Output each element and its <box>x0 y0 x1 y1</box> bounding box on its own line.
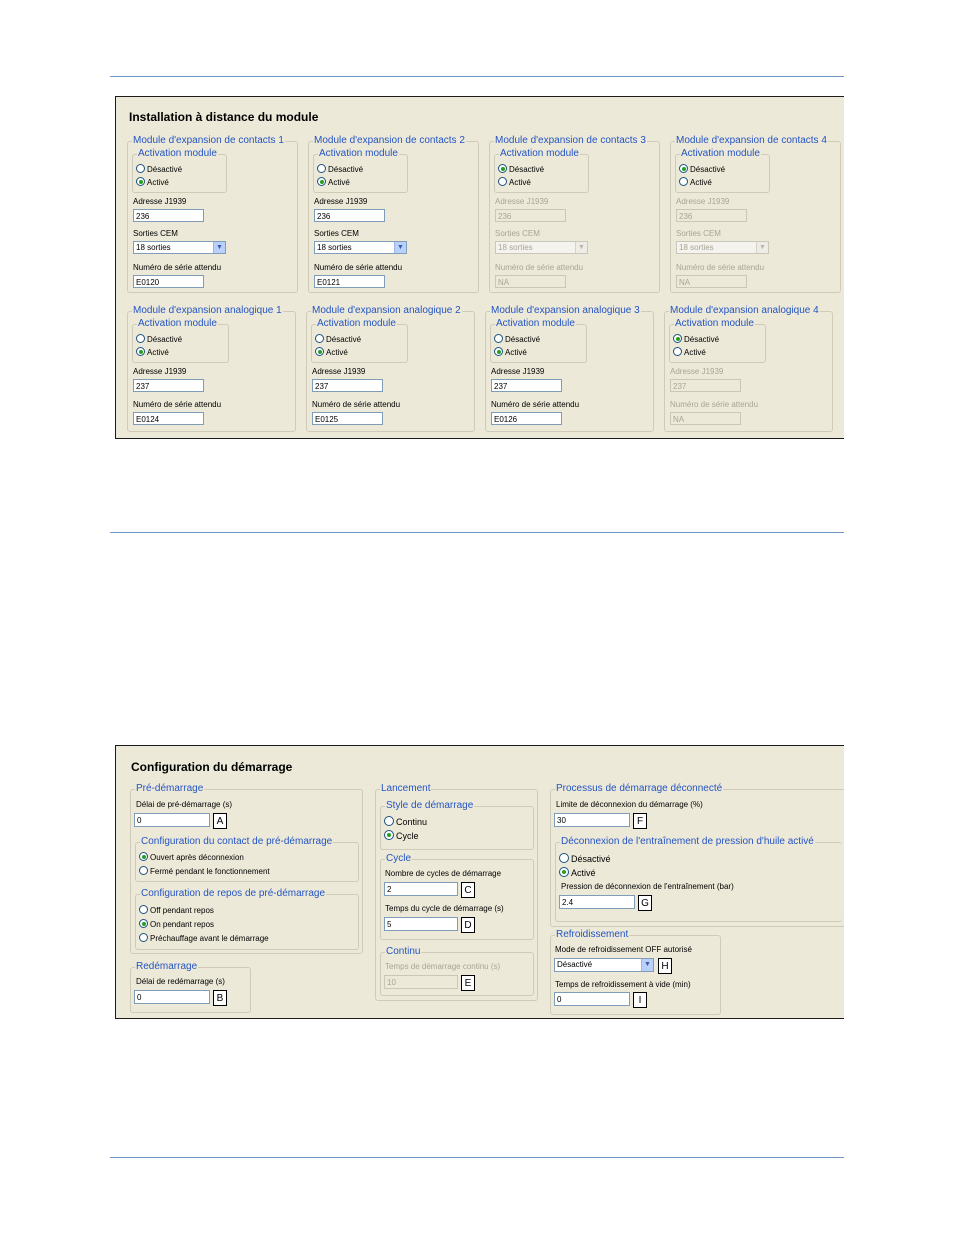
serial-label: Numéro de série attendu <box>491 400 580 409</box>
group-title: Configuration de repos de pré-démarrage <box>141 888 325 899</box>
continuous-time-input[interactable]: 10 <box>384 975 458 989</box>
radio-enabled[interactable]: Activé <box>673 347 706 358</box>
disconnect-limit-label: Limite de déconnexion du démarrage (%) <box>556 800 703 809</box>
radio-disabled[interactable]: Désactivé <box>136 164 182 175</box>
pre-contact-group <box>135 836 359 882</box>
serial-label: Numéro de série attendu <box>495 263 584 272</box>
group-title: Redémarrage <box>136 961 198 972</box>
address-input[interactable]: 237 <box>312 379 383 392</box>
address-input[interactable]: 237 <box>670 379 741 392</box>
serial-label: Numéro de série attendu <box>133 263 222 272</box>
radio-disabled[interactable]: Désactivé <box>679 164 725 175</box>
radio-circle[interactable] <box>317 164 326 173</box>
restart-group <box>130 961 251 1013</box>
cooldown-group <box>550 929 721 1015</box>
group-title: Déconnexion de l'entraînement de pression d'huile activé <box>561 836 814 847</box>
group-title: Lancement <box>381 783 431 794</box>
radio-circle[interactable] <box>494 347 503 356</box>
radio-closed-while-running[interactable]: Fermé pendant le fonctionnement <box>139 866 270 877</box>
radio-circle[interactable] <box>673 334 682 343</box>
group-title: Activation module <box>138 318 217 329</box>
serial-label: Numéro de série attendu <box>676 263 765 272</box>
address-input[interactable]: 236 <box>495 209 566 222</box>
analog-module-4-group <box>664 305 833 432</box>
group-title: Module d'expansion de contacts 1 <box>133 135 284 146</box>
callout-label: B <box>213 990 227 1006</box>
analog-module-3-group <box>485 305 654 432</box>
contacts-module-1-group <box>127 135 298 293</box>
outputs-label: Sorties CEM <box>133 229 178 238</box>
activation-group <box>132 148 227 193</box>
launch-group <box>375 783 538 1001</box>
chevron-down-icon[interactable]: ▼ <box>756 242 768 253</box>
radio-circle[interactable] <box>384 830 394 840</box>
continuous-group <box>380 946 534 996</box>
address-label: Adresse J1939 <box>491 367 545 376</box>
activation-group <box>490 318 587 363</box>
cooldown-time-label: Temps de refroidissement à vide (min) <box>555 980 691 989</box>
continuous-time-label: Temps de démarrage continu (s) <box>385 962 501 971</box>
analog-module-2-group <box>306 305 475 432</box>
radio-disabled[interactable]: Désactivé <box>494 334 540 345</box>
cycle-time-label: Temps du cycle de démarrage (s) <box>385 904 504 913</box>
cycles-count-input[interactable]: 2 <box>384 882 458 896</box>
radio-oil-disabled[interactable]: Désactivé <box>559 853 611 865</box>
radio-enabled[interactable]: Activé <box>136 347 169 358</box>
disconnect-pressure-input[interactable]: 2.4 <box>559 895 635 909</box>
address-label: Adresse J1939 <box>133 197 187 206</box>
radio-circle[interactable] <box>673 347 682 356</box>
group-title: Module d'expansion analogique 3 <box>491 305 640 316</box>
callout-label: F <box>633 813 647 829</box>
radio-continuous[interactable]: Continu <box>384 816 427 828</box>
callout-label: E <box>461 975 475 991</box>
radio-disabled[interactable]: Désactivé <box>317 164 363 175</box>
group-title: Module d'expansion analogique 1 <box>133 305 282 316</box>
group-title: Activation module <box>317 318 396 329</box>
serial-input[interactable]: E0124 <box>133 412 204 425</box>
address-label: Adresse J1939 <box>676 197 730 206</box>
pre-rest-group <box>135 888 359 950</box>
footer-rule <box>110 1157 844 1158</box>
group-title: Activation module <box>138 148 217 159</box>
radio-circle[interactable] <box>679 177 688 186</box>
chevron-down-icon[interactable]: ▼ <box>641 959 653 971</box>
outputs-label: Sorties CEM <box>314 229 359 238</box>
radio-circle[interactable] <box>498 177 507 186</box>
contacts-module-2-group <box>308 135 479 293</box>
remote-module-panel <box>115 96 844 439</box>
cooldown-time-input[interactable]: 0 <box>554 992 630 1006</box>
address-label: Adresse J1939 <box>670 367 724 376</box>
callout-label: H <box>658 958 672 974</box>
serial-label: Numéro de série attendu <box>670 400 759 409</box>
radio-circle[interactable] <box>136 177 145 186</box>
address-input[interactable]: 236 <box>133 209 204 222</box>
radio-enabled[interactable]: Activé <box>315 347 348 358</box>
address-input[interactable]: 236 <box>676 209 747 222</box>
callout-label: A <box>213 813 227 829</box>
startup-config-panel <box>115 745 844 1019</box>
radio-disabled[interactable]: Désactivé <box>673 334 719 345</box>
group-title: Module d'expansion analogique 4 <box>670 305 819 316</box>
radio-enabled[interactable]: Activé <box>679 177 712 188</box>
group-title: Module d'expansion de contacts 4 <box>676 135 827 146</box>
radio-circle[interactable] <box>139 852 148 861</box>
radio-circle[interactable] <box>494 334 503 343</box>
radio-circle[interactable] <box>679 164 688 173</box>
serial-input[interactable]: NA <box>676 275 747 288</box>
cycle-time-input[interactable]: 5 <box>384 917 458 931</box>
group-title: Activation module <box>675 318 754 329</box>
radio-circle[interactable] <box>559 853 569 863</box>
serial-input[interactable]: E0126 <box>491 412 562 425</box>
header-rule <box>110 76 844 77</box>
chevron-down-icon[interactable]: ▼ <box>213 242 225 253</box>
outputs-label: Sorties CEM <box>676 229 721 238</box>
radio-circle[interactable] <box>139 933 148 942</box>
section-rule <box>110 532 844 533</box>
group-title: Cycle <box>386 853 412 864</box>
radio-oil-enabled[interactable]: Activé <box>559 867 596 879</box>
restart-delay-input[interactable]: 0 <box>134 990 210 1004</box>
outputs-select[interactable]: 18 sorties ▼ <box>676 241 769 254</box>
oil-pressure-disconnect-group <box>555 836 842 922</box>
activation-group <box>132 318 229 363</box>
serial-label: Numéro de série attendu <box>312 400 401 409</box>
radio-circle[interactable] <box>317 177 326 186</box>
serial-input[interactable]: NA <box>670 412 741 425</box>
analog-module-1-group <box>127 305 296 432</box>
outputs-select[interactable]: 18 sorties ▼ <box>314 241 407 254</box>
serial-input[interactable]: E0125 <box>312 412 383 425</box>
radio-enabled[interactable]: Activé <box>317 177 350 188</box>
radio-enabled[interactable]: Activé <box>494 347 527 358</box>
radio-circle[interactable] <box>136 347 145 356</box>
radio-enabled[interactable]: Activé <box>498 177 531 188</box>
address-label: Adresse J1939 <box>314 197 368 206</box>
outputs-label: Sorties CEM <box>495 229 540 238</box>
crank-disconnect-group <box>550 783 844 927</box>
callout-label: D <box>461 917 475 933</box>
group-title: Pré-démarrage <box>136 783 204 794</box>
radio-disabled[interactable]: Désactivé <box>498 164 544 175</box>
activation-group <box>669 318 766 363</box>
callout-label: I <box>633 992 647 1008</box>
activation-group <box>313 148 408 193</box>
activation-group <box>494 148 589 193</box>
cycles-count-label: Nombre de cycles de démarrage <box>385 869 502 878</box>
radio-circle[interactable] <box>498 164 507 173</box>
serial-input[interactable]: NA <box>495 275 566 288</box>
serial-input[interactable]: E0121 <box>314 275 385 288</box>
chevron-down-icon[interactable]: ▼ <box>575 242 587 253</box>
pre-delay-input[interactable]: 0 <box>134 813 210 827</box>
pre-delay-label: Délai de pré-démarrage (s) <box>136 800 233 809</box>
outputs-select[interactable]: 18 sorties ▼ <box>495 241 588 254</box>
radio-off-rest[interactable]: Off pendant repos <box>139 905 214 916</box>
radio-circle[interactable] <box>315 334 324 343</box>
group-title: Activation module <box>681 148 760 159</box>
group-title: Activation module <box>500 148 579 159</box>
address-input[interactable]: 236 <box>314 209 385 222</box>
group-title: Module d'expansion de contacts 2 <box>314 135 465 146</box>
panel-title: Configuration du démarrage <box>131 760 293 774</box>
address-label: Adresse J1939 <box>133 367 187 376</box>
group-title: Style de démarrage <box>386 800 474 811</box>
callout-label: C <box>461 882 475 898</box>
activation-group <box>311 318 408 363</box>
radio-circle[interactable] <box>559 867 569 877</box>
contacts-module-4-group <box>670 135 841 293</box>
callout-label: G <box>638 895 652 911</box>
radio-circle[interactable] <box>139 919 148 928</box>
contacts-module-3-group <box>489 135 660 293</box>
group-title: Activation module <box>496 318 575 329</box>
chevron-down-icon[interactable]: ▼ <box>394 242 406 253</box>
radio-circle[interactable] <box>315 347 324 356</box>
disconnect-limit-input[interactable]: 30 <box>554 813 630 827</box>
radio-disabled[interactable]: Désactivé <box>136 334 182 345</box>
serial-label: Numéro de série attendu <box>314 263 403 272</box>
serial-input[interactable]: E0120 <box>133 275 204 288</box>
radio-on-rest[interactable]: On pendant repos <box>139 919 214 930</box>
pre-start-group <box>130 783 363 954</box>
outputs-select[interactable]: 18 sorties ▼ <box>133 241 226 254</box>
radio-enabled[interactable]: Activé <box>136 177 169 188</box>
radio-circle[interactable] <box>384 816 394 826</box>
restart-delay-label: Délai de redémarrage (s) <box>136 977 225 986</box>
group-title: Continu <box>386 946 421 957</box>
address-input[interactable]: 237 <box>491 379 562 392</box>
group-title: Processus de démarrage déconnecté <box>556 783 723 794</box>
panel-title: Installation à distance du module <box>129 110 319 124</box>
radio-cycle[interactable]: Cycle <box>384 830 419 842</box>
radio-disabled[interactable]: Désactivé <box>315 334 361 345</box>
cycle-group <box>380 853 534 940</box>
address-label: Adresse J1939 <box>495 197 549 206</box>
cooldown-mode-select[interactable]: Désactivé ▼ <box>554 958 654 972</box>
radio-circle[interactable] <box>139 905 148 914</box>
group-title: Module d'expansion analogique 2 <box>312 305 461 316</box>
radio-circle[interactable] <box>136 334 145 343</box>
address-label: Adresse J1939 <box>312 367 366 376</box>
activation-group <box>675 148 770 193</box>
disconnect-pressure-label: Pression de déconnexion de l'entraînement (bar) <box>561 882 734 891</box>
group-title: Configuration du contact de pré-démarrage <box>141 836 333 847</box>
group-title: Module d'expansion de contacts 3 <box>495 135 646 146</box>
group-title: Activation module <box>319 148 398 159</box>
radio-circle[interactable] <box>136 164 145 173</box>
radio-preheat[interactable]: Préchauffage avant le démarrage <box>139 933 269 944</box>
serial-label: Numéro de série attendu <box>133 400 222 409</box>
group-title: Refroidissement <box>556 929 629 940</box>
start-style-group <box>380 800 534 850</box>
radio-open-after-disconnect[interactable]: Ouvert après déconnexion <box>139 852 244 863</box>
radio-circle[interactable] <box>139 866 148 875</box>
cooldown-mode-label: Mode de refroidissement OFF autorisé <box>555 945 692 954</box>
address-input[interactable]: 237 <box>133 379 204 392</box>
